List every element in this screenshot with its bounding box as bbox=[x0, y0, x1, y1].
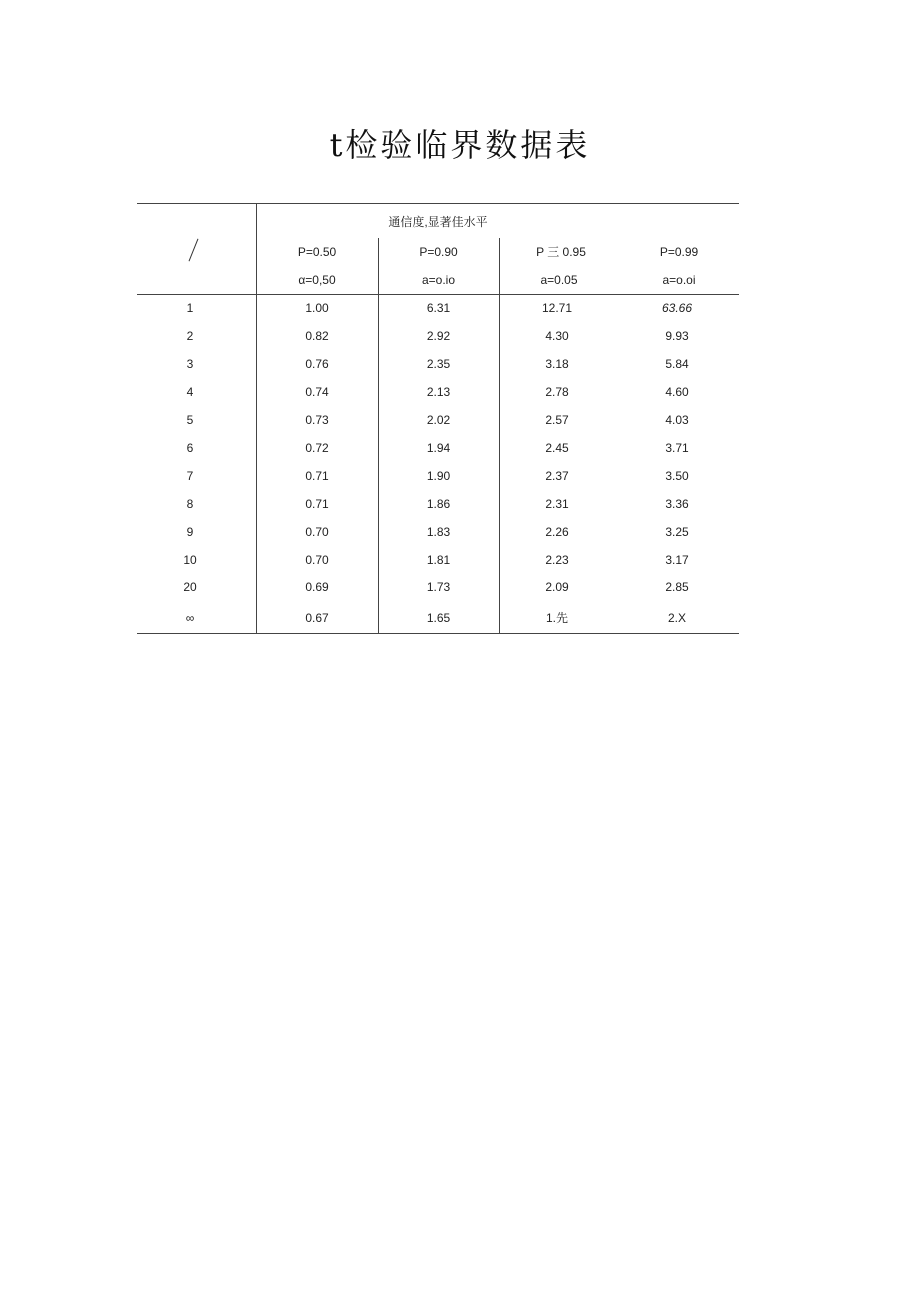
row-label-degrees-of-freedom: 1 bbox=[186, 301, 194, 315]
table-cell: 0.76 bbox=[305, 357, 329, 371]
header-alpha-label: a=o.io bbox=[421, 273, 456, 287]
header-alpha-label: a=o.oi bbox=[662, 273, 696, 287]
table-cell: 1.81 bbox=[426, 553, 451, 567]
row-label-degrees-of-freedom: 5 bbox=[186, 413, 194, 427]
table-cell: 4.30 bbox=[545, 329, 569, 343]
table-cell: 2.13 bbox=[426, 385, 451, 399]
header-p-label: P=0.99 bbox=[659, 245, 699, 259]
row-label-degrees-of-freedom: 10 bbox=[183, 553, 197, 567]
table-cell: 3.50 bbox=[665, 469, 689, 483]
page-title: t检验临界数据表 bbox=[329, 126, 591, 164]
header-bottom-rule bbox=[137, 294, 739, 295]
table-cell: 4.60 bbox=[665, 385, 689, 399]
table-cell: 5.84 bbox=[665, 357, 689, 371]
column-divider bbox=[378, 238, 379, 634]
table-cell: 2.78 bbox=[545, 385, 569, 399]
header-p-label: P 三 0.95 bbox=[536, 245, 586, 259]
table-top-rule bbox=[137, 203, 739, 204]
table-cell: 2.09 bbox=[545, 580, 569, 594]
table-cell: 1.65 bbox=[426, 611, 451, 625]
table-cell: 0.69 bbox=[305, 580, 329, 594]
table-cell: 4.03 bbox=[665, 413, 689, 427]
table-cell: 0.74 bbox=[305, 385, 329, 399]
table-cell: 2.37 bbox=[545, 469, 569, 483]
header-group-label: 通信度,显著佳水平 bbox=[388, 215, 488, 229]
table-cell: 2.X bbox=[667, 611, 686, 625]
table-cell: 2.57 bbox=[545, 413, 569, 427]
table-cell: 0.72 bbox=[305, 441, 329, 455]
table-cell: 0.71 bbox=[305, 469, 329, 483]
row-label-degrees-of-freedom: ∞ bbox=[185, 611, 195, 625]
row-label-degrees-of-freedom: 9 bbox=[186, 525, 194, 539]
table-cell: 0.82 bbox=[305, 329, 329, 343]
table-cell: 1.00 bbox=[305, 301, 329, 315]
table-cell: 63.66 bbox=[661, 301, 693, 315]
table-cell: 2.45 bbox=[545, 441, 569, 455]
table-cell: 2.31 bbox=[545, 497, 569, 511]
column-divider bbox=[499, 238, 500, 634]
table-cell: 0.73 bbox=[305, 413, 329, 427]
row-label-degrees-of-freedom: 20 bbox=[183, 580, 197, 594]
t-critical-table bbox=[137, 203, 739, 634]
row-label-degrees-of-freedom: 7 bbox=[186, 469, 194, 483]
table-cell: 2.02 bbox=[426, 413, 451, 427]
table-cell: 1.先 bbox=[545, 611, 568, 625]
table-cell: 3.71 bbox=[665, 441, 689, 455]
table-cell: 2.26 bbox=[545, 525, 569, 539]
table-cell: 0.70 bbox=[305, 525, 329, 539]
header-alpha-label: a=0.05 bbox=[540, 273, 578, 287]
table-cell: 2.35 bbox=[426, 357, 451, 371]
table-cell: 1.90 bbox=[426, 469, 451, 483]
table-cell: 3.36 bbox=[665, 497, 689, 511]
table-bottom-rule bbox=[137, 633, 739, 634]
table-cell: 6.31 bbox=[426, 301, 451, 315]
table-cell: 1.73 bbox=[426, 580, 451, 594]
row-label-degrees-of-freedom: 2 bbox=[186, 329, 194, 343]
table-cell: 0.71 bbox=[305, 497, 329, 511]
table-cell: 0.67 bbox=[305, 611, 329, 625]
header-p-label: P=0.50 bbox=[297, 245, 337, 259]
table-cell: 0.70 bbox=[305, 553, 329, 567]
row-label-degrees-of-freedom: 6 bbox=[186, 441, 194, 455]
table-cell: 1.94 bbox=[426, 441, 451, 455]
table-cell: 2.92 bbox=[426, 329, 451, 343]
table-cell: 2.85 bbox=[665, 580, 689, 594]
table-cell: 3.18 bbox=[545, 357, 569, 371]
table-cell: 3.25 bbox=[665, 525, 689, 539]
corner-diagonal bbox=[189, 239, 199, 262]
header-p-label: P=0.90 bbox=[419, 245, 458, 259]
row-label-degrees-of-freedom: 8 bbox=[186, 497, 194, 511]
header-alpha-label: α=0,50 bbox=[298, 273, 336, 287]
row-label-degrees-of-freedom: 3 bbox=[186, 357, 194, 371]
table-cell: 12.71 bbox=[541, 301, 573, 315]
table-cell: 1.83 bbox=[426, 525, 451, 539]
table-cell: 9.93 bbox=[665, 329, 689, 343]
table-cell: 3.17 bbox=[665, 553, 689, 567]
table-cell: 1.86 bbox=[426, 497, 451, 511]
row-label-degrees-of-freedom: 4 bbox=[186, 385, 194, 399]
table-cell: 2.23 bbox=[545, 553, 569, 567]
